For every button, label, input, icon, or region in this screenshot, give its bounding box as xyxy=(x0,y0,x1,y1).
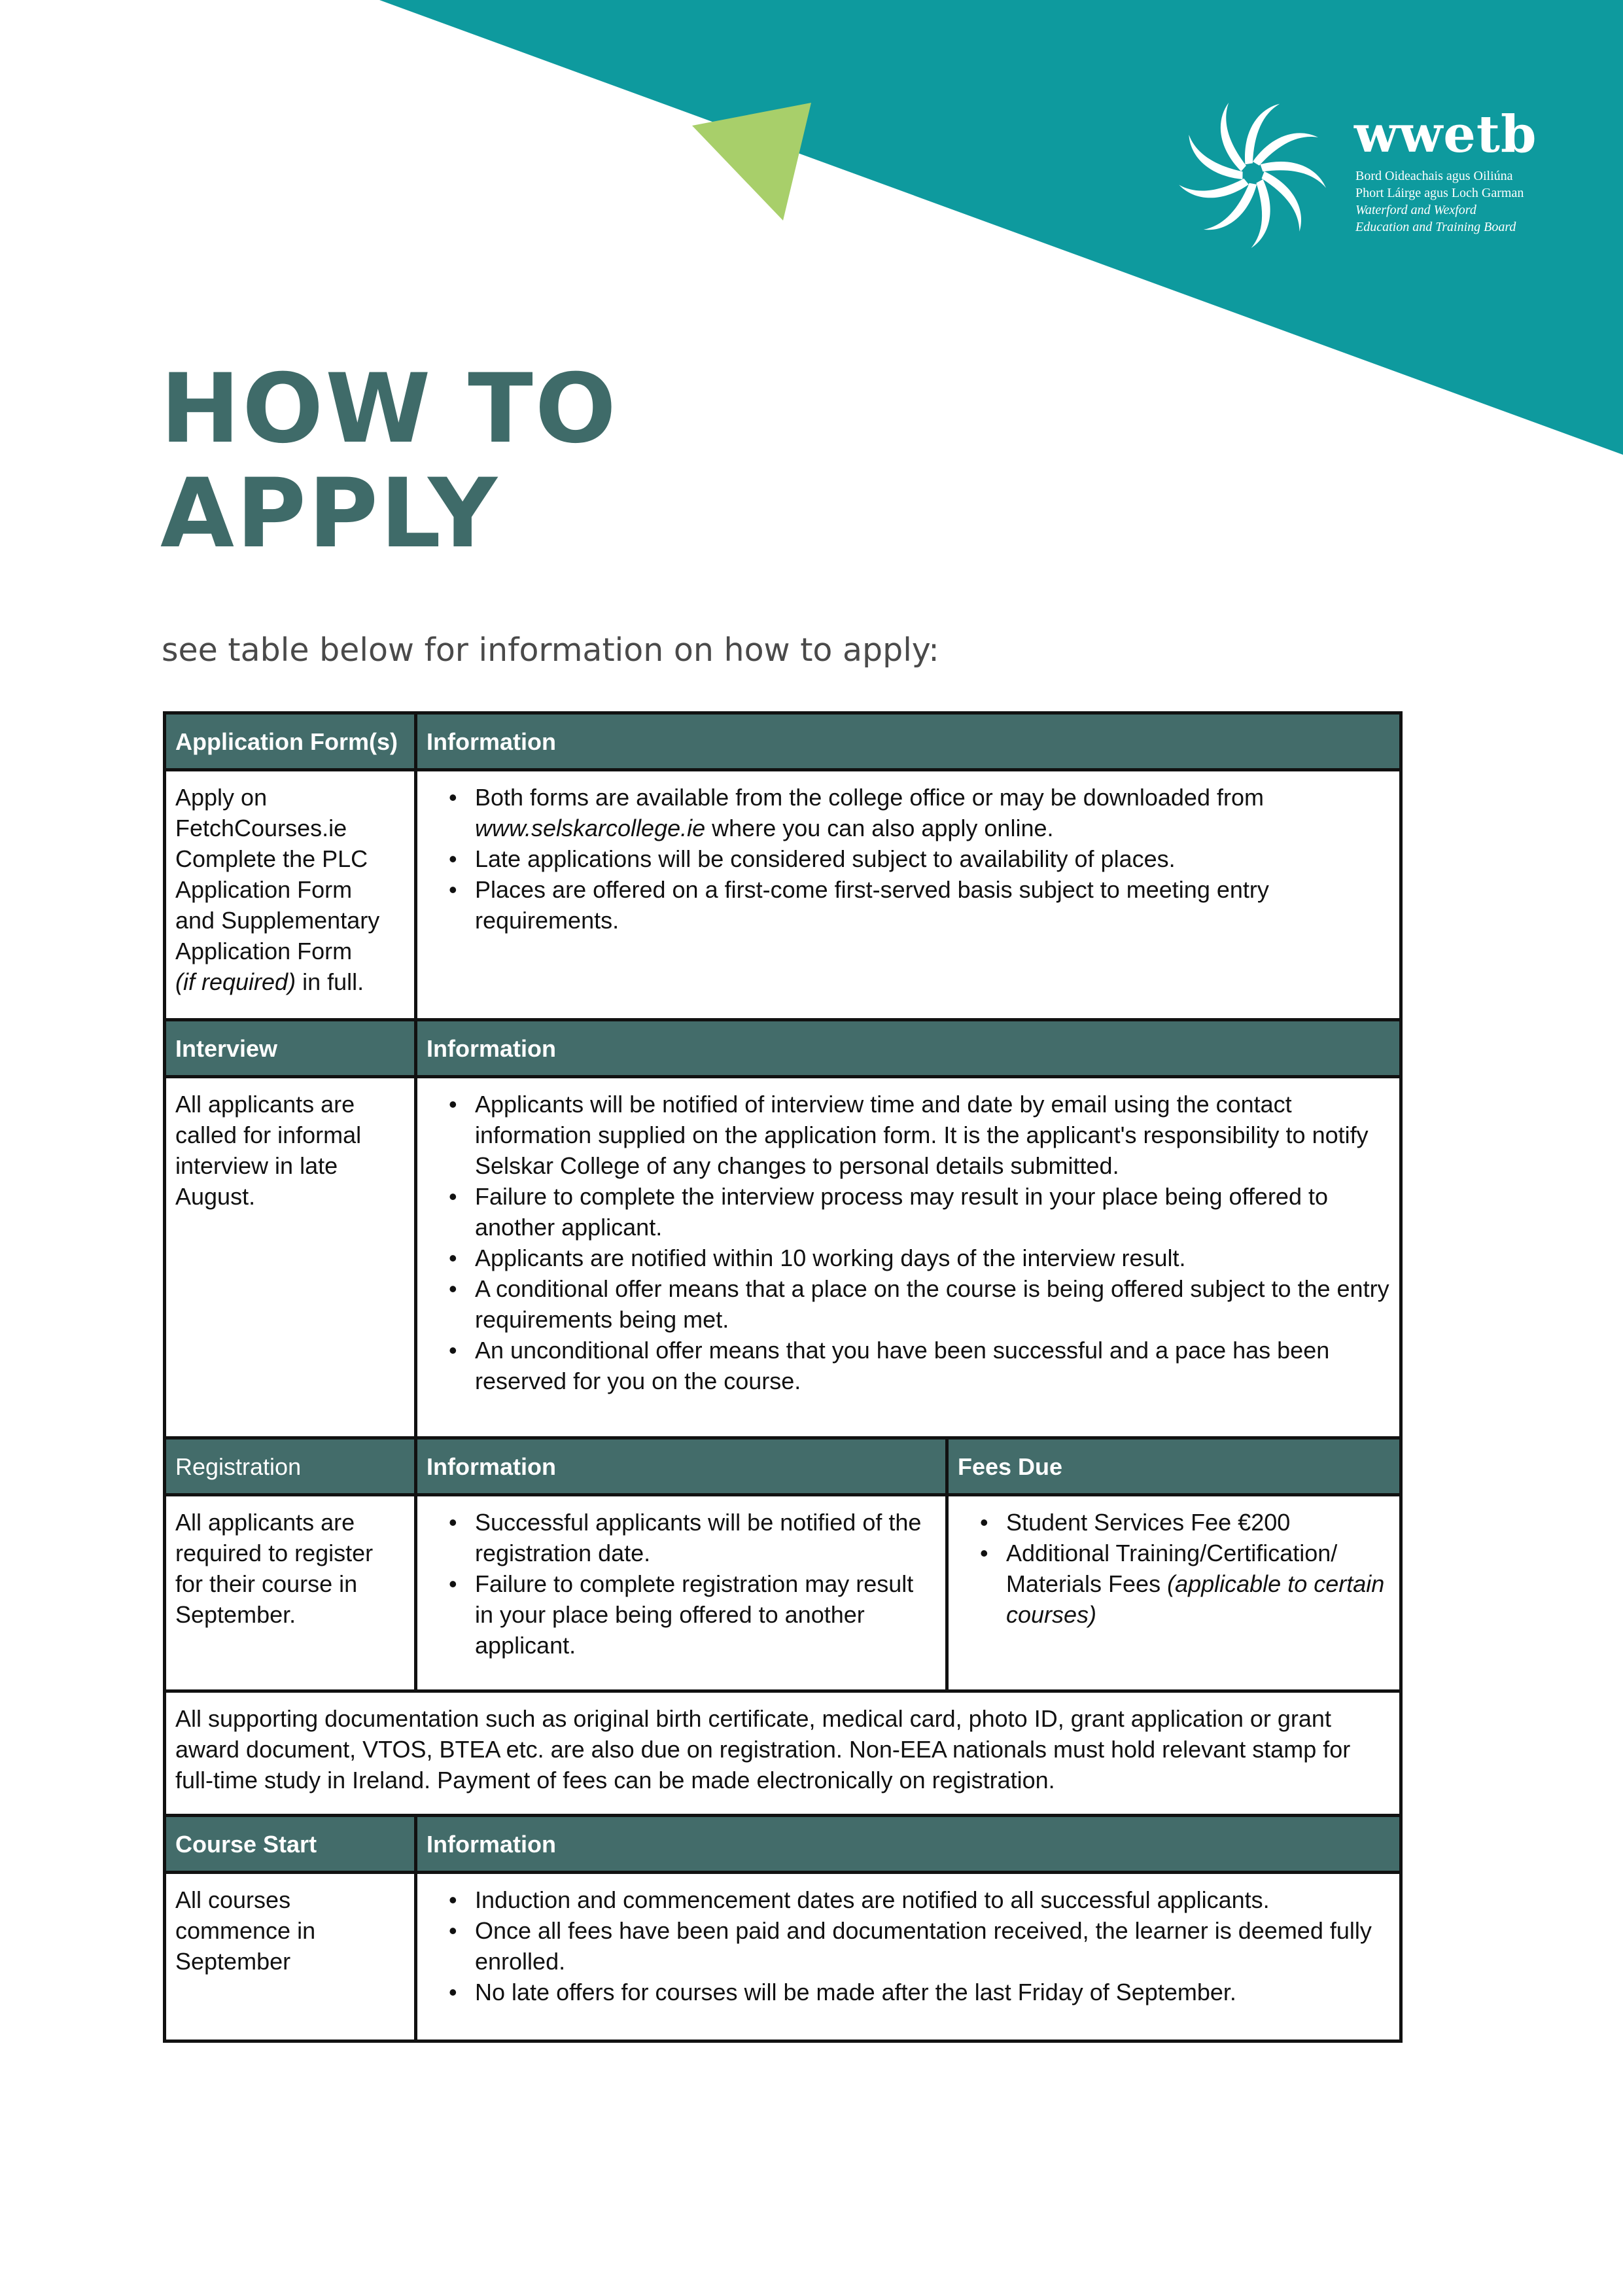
application-left-line: and Supplementary xyxy=(175,907,380,934)
interview-info-header: Information xyxy=(416,1020,1401,1077)
swirl-logo-icon xyxy=(1178,98,1328,249)
course-start-header: Course Start xyxy=(165,1816,416,1873)
application-bullets xyxy=(427,782,1390,936)
registration-body-row xyxy=(165,1495,1401,1691)
interview-bullets xyxy=(427,1089,1390,1396)
interview-header-row xyxy=(165,1020,1401,1077)
list-item: • Applicants are notified within 10 working days of the interview result. xyxy=(475,1243,1390,1273)
registration-header: Registration xyxy=(165,1438,416,1495)
list-item: • Induction and commencement dates are notified to all successful applicants. xyxy=(475,1884,1390,1915)
fee-note: (applicable to certain courses) xyxy=(1006,1570,1385,1628)
list-item: • Late applications will be considered subject to availability of places. xyxy=(475,843,1390,874)
list-item: • A conditional offer means that a place on the course is being offered subject to the entry requirements being met. xyxy=(475,1273,1390,1335)
course-start-bullets xyxy=(427,1884,1390,2007)
registration-info-cell xyxy=(416,1495,947,1691)
course-start-header-row xyxy=(165,1816,1401,1873)
registration-info-header: Information xyxy=(416,1438,947,1495)
application-left-cell xyxy=(165,770,416,1020)
page-title-line-1: HOW TO xyxy=(160,353,618,465)
if-required-note: (if required) xyxy=(175,968,296,995)
fees-due-cell xyxy=(947,1495,1401,1691)
college-website-link[interactable]: www.selskarcollege.ie xyxy=(475,815,706,841)
fee-text: Additional Training/Certification/ Materials Fees xyxy=(1006,1540,1338,1597)
application-header: Application Form(s) xyxy=(165,713,416,770)
application-left-line: FetchCourses.ie xyxy=(175,815,347,841)
interview-body-row xyxy=(165,1077,1401,1438)
fees-due-header: Fees Due xyxy=(947,1438,1401,1495)
application-left-line: Apply on xyxy=(175,784,268,811)
registration-header-row xyxy=(165,1438,1401,1495)
list-item: • Student Services Fee €200 xyxy=(1006,1507,1390,1538)
registration-left-cell: All applicants are required to register for their course in September. xyxy=(165,1495,416,1691)
list-item: • Failure to complete registration may result in your place being offered to another applicant. xyxy=(475,1568,936,1661)
list-item: • An unconditional offer means that you have been successful and a pace has been reserved for you on the course. xyxy=(475,1335,1390,1396)
list-item: • Successful applicants will be notified of the registration date. xyxy=(475,1507,936,1568)
list-item: • Failure to complete the interview process may result in your place being offered to another applicant. xyxy=(475,1181,1390,1243)
page-subtitle: see table below for information on how to apply: xyxy=(162,631,939,669)
fees-bullets xyxy=(958,1507,1390,1630)
logo-line-irish-1: Bord Oideachais agus Oiliúna xyxy=(1355,169,1513,183)
list-item: • Once all fees have been paid and documentation received, the learner is deemed fully enrolled. xyxy=(475,1915,1390,1977)
list-item: • Places are offered on a first-come first-served basis subject to meeting entry requirements. xyxy=(475,874,1390,936)
page-title-line-2: APPLY xyxy=(160,458,500,569)
registration-note-cell: All supporting documentation such as original birth certificate, medical card, photo ID, grant application or grant award document, VTOS, BTEA etc. are also due on registration. Non-EEA nationals must hold relevant stamp for full-time study in Ireland. Payment of fees can be made electronically on registration. xyxy=(165,1691,1401,1816)
logo-line-english-1: Waterford and Wexford xyxy=(1355,203,1476,217)
in-full-text: in full. xyxy=(296,968,364,995)
wwetb-logo xyxy=(1178,98,1557,249)
list-item: • No late offers for courses will be made after the last Friday of September. xyxy=(475,1977,1390,2007)
bullet-text: where you can also apply online. xyxy=(705,815,1054,841)
page-title xyxy=(160,353,618,569)
course-start-left-cell: All courses commence in September xyxy=(165,1873,416,2041)
course-start-info-header: Information xyxy=(416,1816,1401,1873)
registration-note-row xyxy=(165,1691,1401,1816)
interview-header: Interview xyxy=(165,1020,416,1077)
application-info-cell xyxy=(416,770,1401,1020)
course-start-info-cell xyxy=(416,1873,1401,2041)
application-header-row xyxy=(165,713,1401,770)
bullet-text: Both forms are available from the college office or may be downloaded from xyxy=(475,784,1264,811)
course-start-body-row xyxy=(165,1873,1401,2041)
application-left-line: Application Form xyxy=(175,938,353,964)
interview-left-cell: All applicants are called for informal interview in late August. xyxy=(165,1077,416,1438)
list-item xyxy=(1006,1538,1390,1630)
registration-bullets xyxy=(427,1507,936,1661)
list-item: • Applicants will be notified of interview time and date by email using the contact information supplied on the application form. It is the applicant's responsibility to notify Selskar College of any changes to personal details submitted. xyxy=(475,1089,1390,1181)
application-left-line xyxy=(175,966,405,997)
interview-info-cell xyxy=(416,1077,1401,1438)
logo-wordmark: wwetb xyxy=(1354,105,1537,164)
logo-line-english-2: Education and Training Board xyxy=(1355,220,1516,234)
logo-line-irish-2: Phort Láirge agus Loch Garman xyxy=(1355,186,1524,200)
how-to-apply-table xyxy=(163,711,1403,2043)
application-left-line: Application Form xyxy=(175,876,353,903)
application-body-row xyxy=(165,770,1401,1020)
application-info-header: Information xyxy=(416,713,1401,770)
application-left-line: Complete the PLC xyxy=(175,845,368,872)
list-item xyxy=(475,782,1390,843)
